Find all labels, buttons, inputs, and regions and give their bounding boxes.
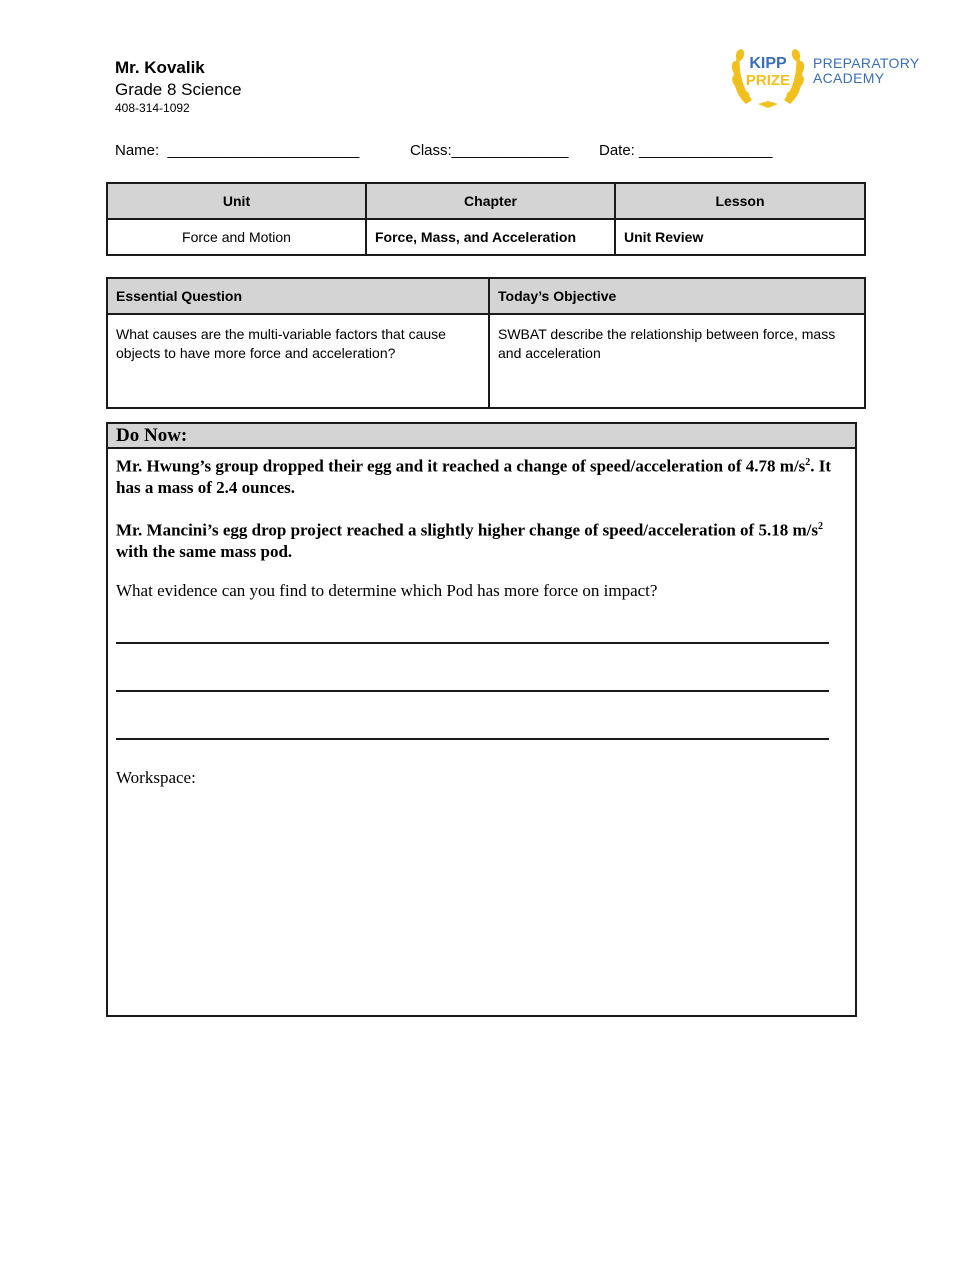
laurel-wreath-icon bbox=[728, 34, 814, 110]
do-now-paragraph-2: Mr. Mancini’s egg drop project reached a slightly higher change of speed/acceleration of 5.18 $m/s^2$ with the same mass pod. bbox=[116, 520, 823, 561]
answer-line-2[interactable] bbox=[116, 690, 829, 692]
lesson-header: Lesson bbox=[615, 183, 865, 219]
phone-number: 408-314-1092 bbox=[115, 101, 190, 115]
unit-header: Unit bbox=[107, 183, 366, 219]
workspace-label: Workspace: bbox=[116, 768, 196, 787]
essential-question-text: What causes are the multi-variable factors that cause objects to have more force and acceleration? bbox=[107, 314, 489, 408]
do-now-question: What evidence can you find to determine which Pod has more force on impact? bbox=[116, 581, 658, 600]
course-title: Grade 8 Science bbox=[115, 80, 242, 99]
unit-table bbox=[106, 182, 866, 256]
date-field[interactable]: Date: ________________ bbox=[599, 142, 773, 159]
objective-text: SWBAT describe the relationship between force, mass and acceleration bbox=[489, 314, 865, 408]
teacher-name: Mr. Kovalik bbox=[115, 58, 205, 77]
name-field[interactable]: Name: _______________________ bbox=[115, 142, 360, 159]
answer-line-3[interactable] bbox=[116, 738, 829, 740]
do-now-section bbox=[106, 422, 857, 1017]
answer-line-1[interactable] bbox=[116, 642, 829, 644]
chapter-value: Force, Mass, and Acceleration bbox=[366, 219, 615, 255]
essential-question-header: Essential Question bbox=[107, 278, 489, 314]
do-now-paragraph-1: Mr. Hwung’s group dropped their egg and it reached a change of speed/acceleration of 4.78 $m/s^2$. It has a mass of 2.4 ounces. bbox=[116, 456, 832, 497]
objective-header: Today’s Objective bbox=[489, 278, 865, 314]
logo-kipp-text: KIPP bbox=[749, 55, 787, 72]
class-field[interactable]: Class:______________ bbox=[410, 142, 569, 159]
do-now-title: Do Now: bbox=[108, 424, 855, 449]
logo-prize-text: PRIZE bbox=[745, 72, 791, 89]
chapter-header: Chapter bbox=[366, 183, 615, 219]
logo-academy-text: PREPARATORY ACADEMY bbox=[813, 55, 920, 86]
unit-value: Force and Motion bbox=[107, 219, 366, 255]
question-table bbox=[106, 277, 866, 409]
lesson-value: Unit Review bbox=[615, 219, 865, 255]
